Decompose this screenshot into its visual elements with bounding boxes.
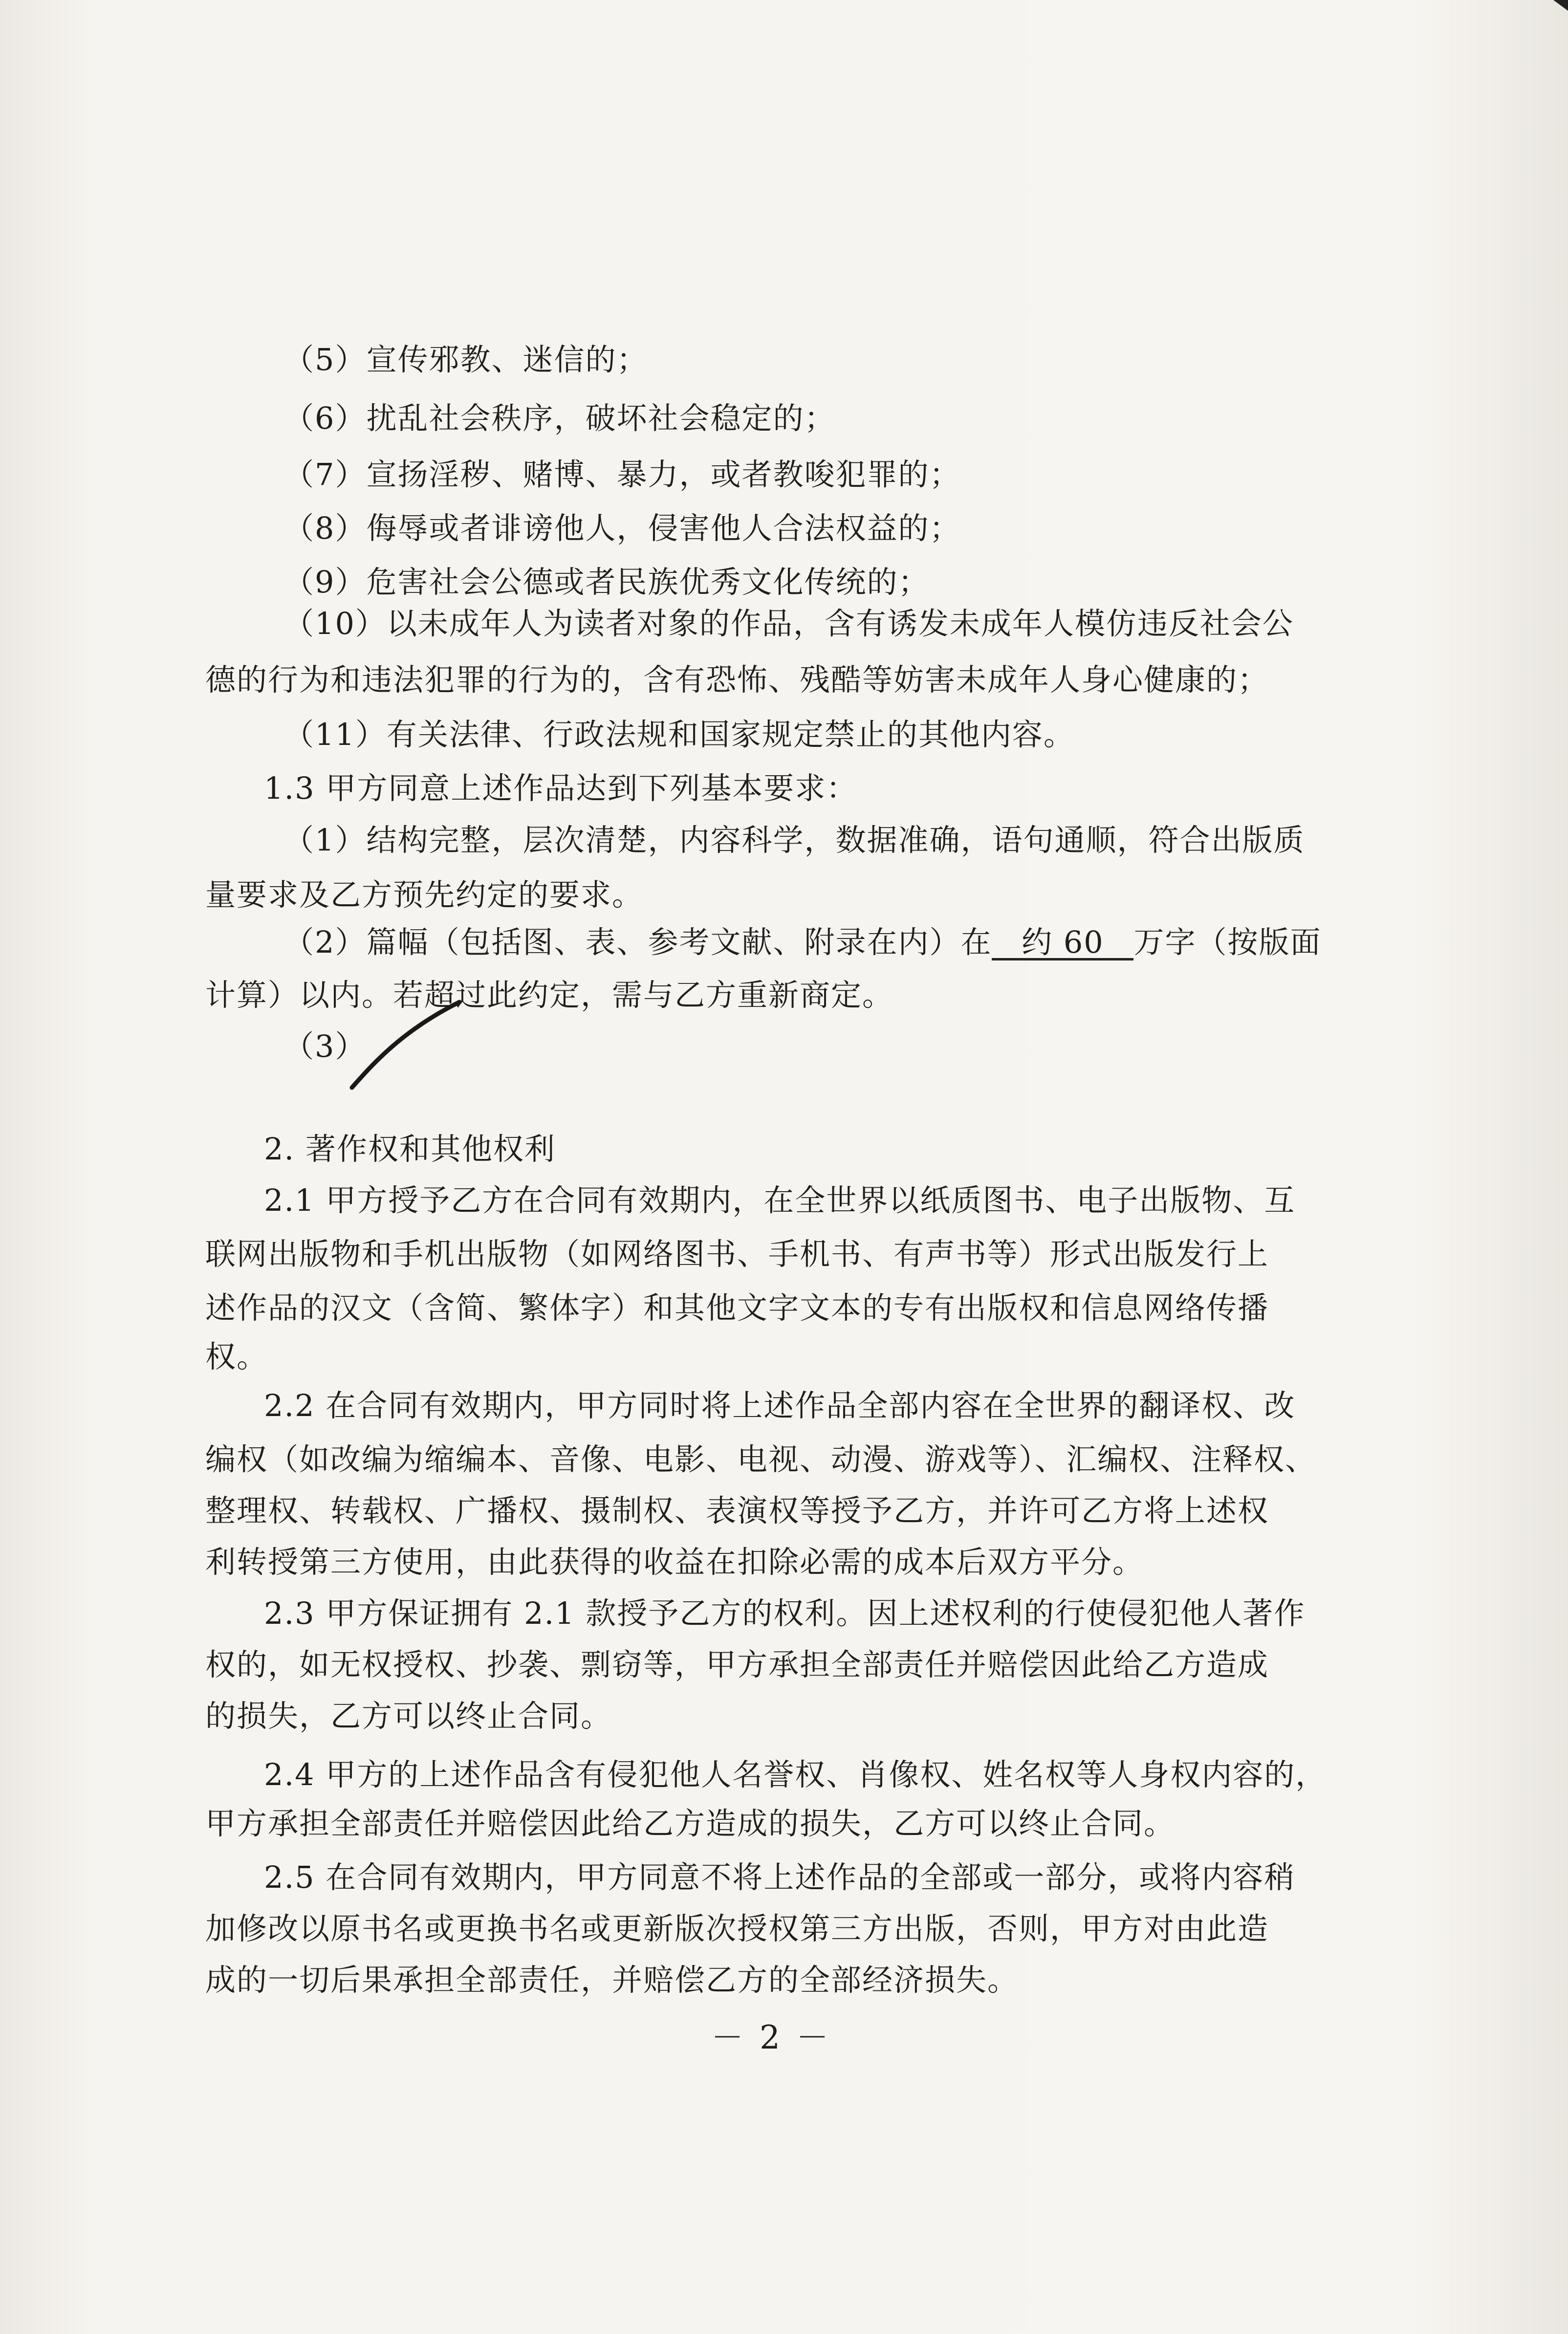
clause-2-3-line2: 权的，如无权授权、抄袭、剽窃等，甲方承担全部责任并赔偿因此给乙方造成 [205,1647,1269,1682]
requirement-2-prefix: （2）篇幅（包括图、表、参考文献、附录在内）在 [283,924,992,960]
list-item-10-line1: （10）以未成年人为读者对象的作品，含有诱发未成年人模仿违反社会公 [283,606,1294,641]
list-item-11: （11）有关法律、行政法规和国家规定禁止的其他内容。 [283,717,1075,752]
list-item-6: （6）扰乱社会秩序，破坏社会稳定的； [283,400,836,436]
clause-2-5-line2: 加修改以原书名或更换书名或更新版次授权第三方出版，否则，甲方对由此造 [205,1911,1269,1946]
clause-2-2-line1: 2.2 在合同有效期内，甲方同时将上述作品全部内容在全世界的翻译权、改 [264,1388,1296,1423]
clause-2-5-line3: 成的一切后果承担全部责任，并赔偿乙方的全部经济损失。 [205,1962,1019,1998]
list-item-9: （9）危害社会公德或者民族优秀文化传统的； [283,564,930,600]
clause-2-1-line2: 联网出版物和手机出版物（如网络图书、手机书、有声书等）形式出版发行上 [205,1236,1269,1272]
clause-2-4-line1: 2.4 甲方的上述作品含有侵犯他人名誉权、肖像权、姓名权等人身权内容的， [264,1757,1327,1792]
requirement-2-line1 [283,926,1321,960]
section-2-title: 2. 著作权和其他权利 [264,1131,556,1167]
clause-2-3-line1: 2.3 甲方保证拥有 2.1 款授予乙方的权利。因上述权利的行使侵犯他人著作 [264,1595,1306,1631]
clause-2-3-line3: 的损失，乙方可以终止合同。 [205,1698,612,1734]
clause-2-1-line3: 述作品的汉文（含简、繁体字）和其他文字文本的专有出版权和信息网络传播 [205,1290,1269,1326]
list-item-7: （7）宣扬淫秽、赌博、暴力，或者教唆犯罪的； [283,457,961,492]
handwritten-slash-mark [342,997,469,1095]
clause-2-4-line2: 甲方承担全部责任并赔偿因此给乙方造成的损失，乙方可以终止合同。 [205,1806,1176,1841]
corner-mark-icon [1548,0,1568,20]
list-item-10-line2: 德的行为和违法犯罪的行为的，含有恐怖、残酷等妨害未成年人身心健康的； [205,662,1269,698]
clause-2-2-line3: 整理权、转载权、广播权、摄制权、表演权等授予乙方，并许可乙方将上述权 [205,1493,1269,1528]
clause-2-1-line1: 2.1 甲方授予乙方在合同有效期内，在全世界以纸质图书、电子出版物、互 [264,1182,1296,1218]
clause-2-2-line4: 利转授第三方使用，由此获得的收益在扣除必需的成本后双方平分。 [205,1544,1144,1580]
requirement-1-line1: （1）结构完整，层次清楚，内容科学，数据准确，语句通顺，符合出版质 [283,822,1305,858]
clause-2-2-line2: 编权（如改编为缩编本、音像、电影、电视、动漫、游戏等）、汇编权、注释权、 [205,1441,1317,1477]
clause-2-5-line1: 2.5 在合同有效期内，甲方同意不将上述作品的全部或一部分，或将内容稍 [264,1859,1296,1895]
list-item-8: （8）侮辱或者诽谤他人，侵害他人合法权益的； [283,510,961,546]
page-number: － 2 － [711,2019,831,2056]
word-count-fill-field: 约 60 [992,926,1133,960]
list-item-5: （5）宣传邪教、迷信的； [283,342,648,377]
clause-2-1-line4: 权。 [205,1339,268,1374]
requirement-1-line2: 量要求及乙方预先约定的要求。 [205,877,644,913]
requirement-2-suffix: 万字（按版面 [1133,924,1322,960]
requirement-2-line2: 计算）以内。若超过此约定，需与乙方重新商定。 [205,977,894,1013]
clause-1-3: 1.3 甲方同意上述作品达到下列基本要求： [264,770,858,806]
requirement-3: （3） [283,1028,367,1064]
